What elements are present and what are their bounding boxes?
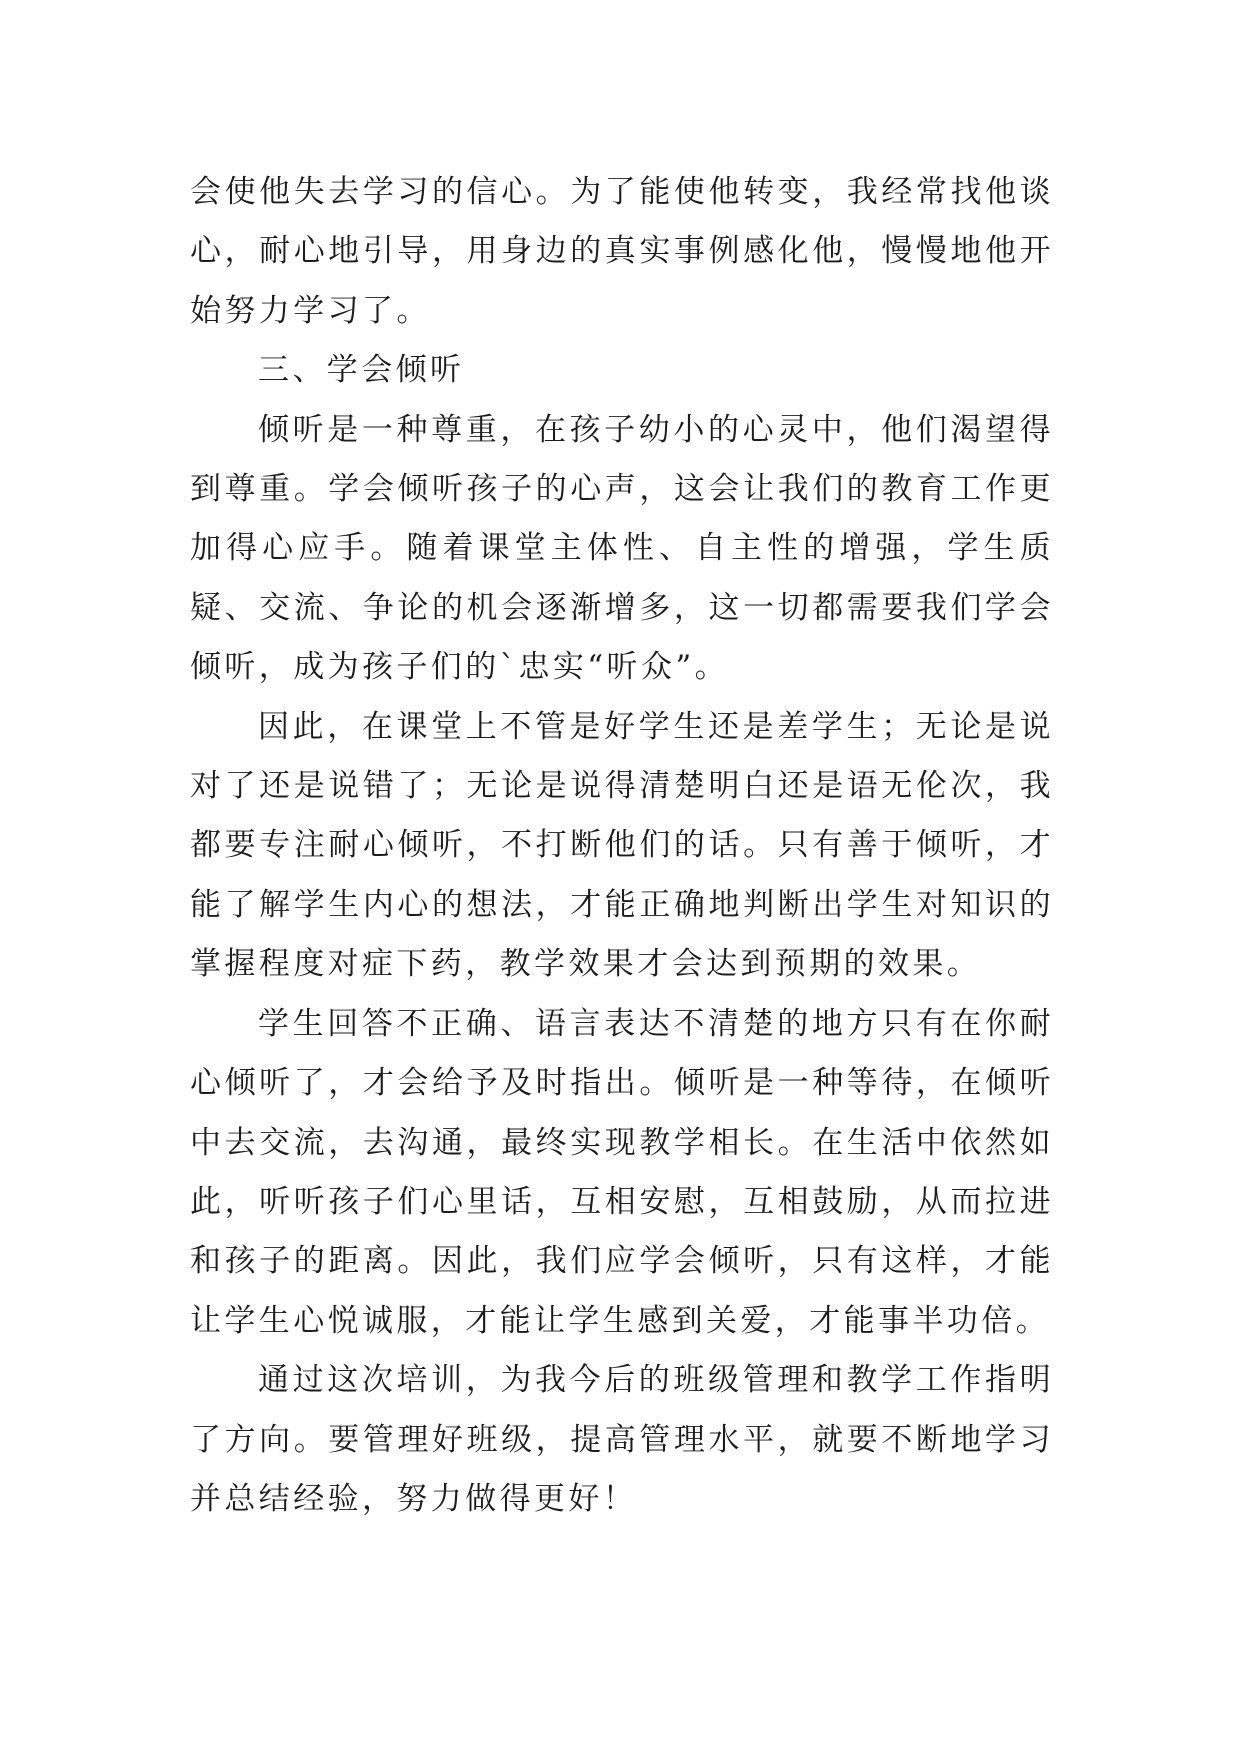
paragraph-listening-patience: 学生回答不正确、语言表达不清楚的地方只有在你耐心倾听了，才会给予及时指出。倾听是一种等待，在倾听中去交流，去沟通，最终实现教学相长。在生活中依然如此，听听孩子们心里话，互相安慰，互相鼓励，从而拉进和孩子的距离。因此，我们应学会倾听，只有这样，才能让学生心悦诚服，才能让学生感到关爱，才能事半功倍。 [190, 1005, 1054, 1339]
document-page [190, 163, 1054, 1529]
section-heading: 三、学会倾听 [258, 352, 465, 389]
paragraph-listening-respect: 倾听是一种尊重，在孩子幼小的心灵中，他们渴望得到尊重。学会倾听孩子的心声，这会让我们的教育工作更加得心应手。随着课堂主体性、自主性的增强，学生质疑、交流、争论的机会逐渐增多，这一切都需要我们学会倾听，成为孩子们的`忠实“听众”。 [190, 411, 1054, 686]
paragraph-conclusion: 通过这次培训，为我今后的班级管理和教学工作指明了方向。要管理好班级，提高管理水平，就要不断地学习并总结经验，努力做得更好！ [190, 1362, 1054, 1517]
paragraph-classroom-listening: 因此，在课堂上不管是好学生还是差学生；无论是说对了还是说错了；无论是说得清楚明白还是语无伦次，我都要专注耐心倾听，不打断他们的话。只有善于倾听，才能了解学生内心的想法，才能正确地判断出学生对知识的掌握程度对症下药，教学效果才会达到预期的效果。 [190, 708, 1054, 983]
paragraph-continuation: 会使他失去学习的信心。为了能使他转变，我经常找他谈心，耐心地引导，用身边的真实事例感化他，慢慢地他开始努力学习了。 [190, 174, 1054, 329]
